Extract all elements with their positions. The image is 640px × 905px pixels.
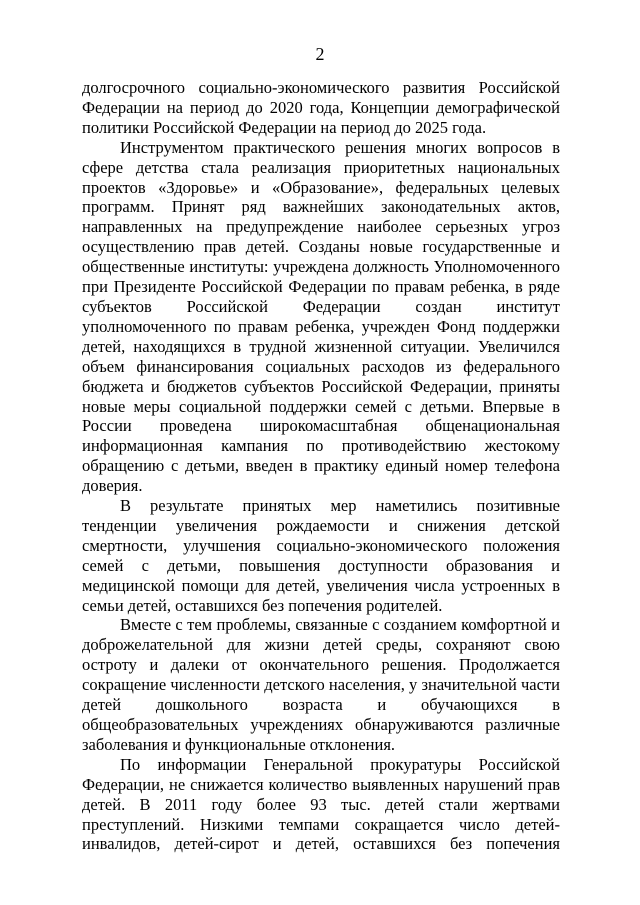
- document-body: [82, 78, 560, 854]
- paragraph-instruments: Инструментом практического решения многих вопросов в сфере детства стала реализация приоритетных национальных проектов «Здоровье» и «Образование», федеральных целевых программ. Принят ряд важнейших законодательных актов, направленных на предупреждение наиболее серьезных угроз осуществлению прав детей. Созданы новые государственные и общественные институты: учреждена должность Уполномоченного при Президенте Российской Федерации по правам ребенка, в ряде субъектов Российской Федерации создан институт уполномоченного по правам ребенка, учрежден Фонд поддержки детей, находящихся в трудной жизненной ситуации. Увеличился объем финансирования социальных расходов из федерального бюджета и бюджетов субъектов Российской Федерации, приняты новые меры социальной поддержки семей с детьми. Впервые в России проведена широкомасштабная общенациональная информационная кампания по противодействию жестокому обращению с детьми, введен в практику единый номер телефона доверия.: [82, 137, 560, 496]
- paragraph-continuation: долгосрочного социально-экономического развития Российской Федерации на период до 2020 года, Концепции демографической политики Российской Федерации на период до 2025 года.: [82, 78, 560, 137]
- paragraph-problems: Вместе с тем проблемы, связанные с созданием комфортной и доброжелательной для жизни детей среды, сохраняют свою остроту и далеки от окончательного решения. Продолжается сокращение численности детского населения, у значительной части детей дошкольного возраста и обучающихся в общеобразовательных учреждениях обнаруживаются различные заболевания и функциональные отклонения.: [82, 615, 560, 754]
- page-number: 2: [315, 44, 325, 64]
- paragraph-results: В результате принятых мер наметились позитивные тенденции увеличения рождаемости и снижения детской смертности, улучшения социально-экономического положения семей с детьми, повышения доступности образования и медицинской помощи для детей, увеличения числа устроенных в семьи детей, оставшихся без попечения родителей.: [82, 496, 560, 615]
- paragraph-prosecutor-info: По информации Генеральной прокуратуры Российской Федерации, не снижается количество выявленных нарушений прав детей. В 2011 году более 93 тыс. детей стали жертвами преступлений. Низкими темпами сокращается число детей-инвалидов, детей-сирот и детей, оставшихся без попечения: [82, 754, 560, 854]
